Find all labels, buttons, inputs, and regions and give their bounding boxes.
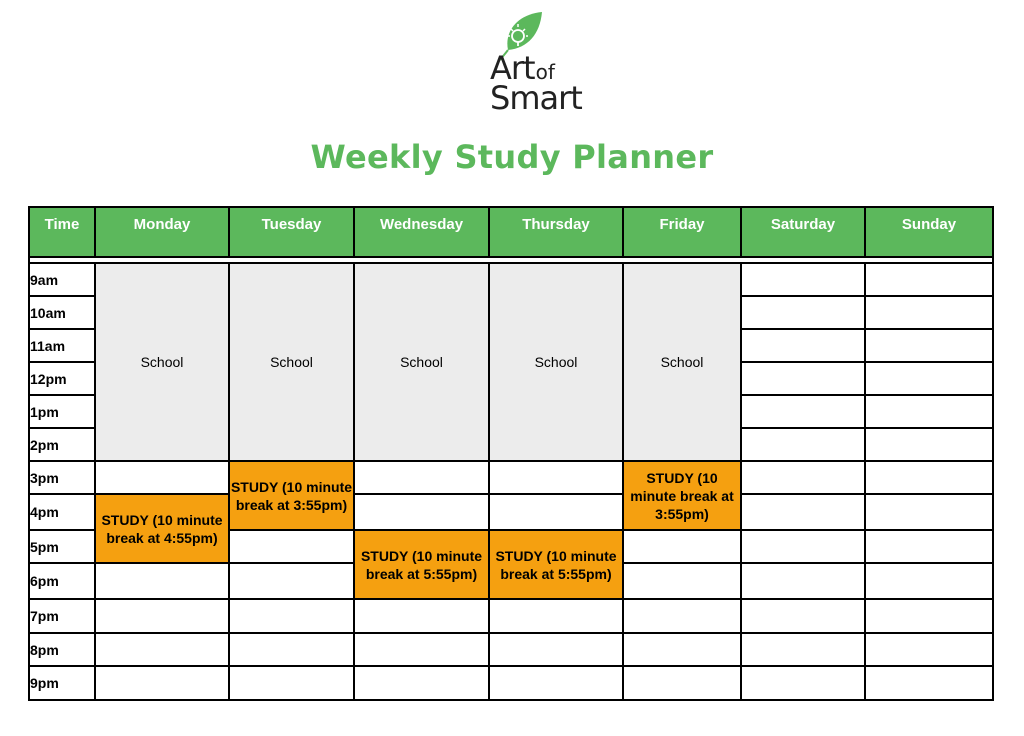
school-block-wednesday: School [354,263,489,461]
cell-saturday[interactable] [741,599,865,633]
time-label: 9am [29,263,95,296]
time-label: 6pm [29,563,95,599]
header-time: Time [29,207,95,257]
time-label: 11am [29,329,95,362]
school-block-thursday: School [489,263,623,461]
study-block-thursday: STUDY (10 minute break at 5:55pm) [489,530,623,599]
cell-monday[interactable] [95,666,229,700]
cell-saturday[interactable] [741,666,865,700]
cell-saturday[interactable] [741,494,865,530]
cell-sunday[interactable] [865,263,993,296]
brand-line1-small: of [535,60,555,84]
header-wednesday: Wednesday [354,207,489,257]
cell-saturday[interactable] [741,633,865,666]
cell-friday[interactable] [623,530,741,563]
cell-friday[interactable] [623,599,741,633]
cell-tuesday[interactable] [229,563,354,599]
cell-thursday[interactable] [489,494,623,530]
time-label: 3pm [29,461,95,494]
time-label: 9pm [29,666,95,700]
header-row [29,207,993,257]
study-block-monday: STUDY (10 minute break at 4:55pm) [95,494,229,563]
header-thursday: Thursday [489,207,623,257]
time-label: 7pm [29,599,95,633]
brand-logo [488,10,598,120]
cell-sunday[interactable] [865,563,993,599]
cell-friday[interactable] [623,633,741,666]
table-row [29,633,993,666]
table-row [29,599,993,633]
table-row [29,494,993,530]
cell-saturday[interactable] [741,329,865,362]
cell-monday[interactable] [95,461,229,494]
table-row [29,263,993,296]
cell-wednesday[interactable] [354,666,489,700]
cell-thursday[interactable] [489,633,623,666]
cell-sunday[interactable] [865,329,993,362]
cell-sunday[interactable] [865,633,993,666]
page-title: Weekly Study Planner [310,138,714,176]
cell-saturday[interactable] [741,530,865,563]
time-label: 10am [29,296,95,329]
school-block-friday: School [623,263,741,461]
cell-monday[interactable] [95,563,229,599]
table-row [29,461,993,494]
cell-thursday[interactable] [489,461,623,494]
study-planner-table [28,206,994,701]
time-label: 2pm [29,428,95,461]
cell-saturday[interactable] [741,563,865,599]
time-label: 4pm [29,494,95,530]
table-row [29,666,993,700]
time-label: 5pm [29,530,95,563]
time-label: 12pm [29,362,95,395]
cell-saturday[interactable] [741,461,865,494]
brand-line2: Smart [490,79,582,117]
cell-wednesday[interactable] [354,633,489,666]
study-block-tuesday: STUDY (10 minute break at 3:55pm) [229,461,354,530]
cell-sunday[interactable] [865,461,993,494]
cell-wednesday[interactable] [354,461,489,494]
study-block-wednesday: STUDY (10 minute break at 5:55pm) [354,530,489,599]
cell-tuesday[interactable] [229,599,354,633]
cell-saturday[interactable] [741,395,865,428]
cell-tuesday[interactable] [229,530,354,563]
study-block-friday: STUDY (10 minute break at 3:55pm) [623,461,741,530]
header-saturday: Saturday [741,207,865,257]
header-monday: Monday [95,207,229,257]
cell-wednesday[interactable] [354,599,489,633]
school-block-tuesday: School [229,263,354,461]
cell-thursday[interactable] [489,599,623,633]
cell-saturday[interactable] [741,263,865,296]
header-friday: Friday [623,207,741,257]
school-block-monday: School [95,263,229,461]
header-tuesday: Tuesday [229,207,354,257]
cell-sunday[interactable] [865,530,993,563]
header-sunday: Sunday [865,207,993,257]
time-label: 8pm [29,633,95,666]
cell-tuesday[interactable] [229,666,354,700]
cell-monday[interactable] [95,633,229,666]
cell-saturday[interactable] [741,296,865,329]
cell-monday[interactable] [95,599,229,633]
cell-wednesday[interactable] [354,494,489,530]
cell-sunday[interactable] [865,494,993,530]
cell-saturday[interactable] [741,362,865,395]
cell-friday[interactable] [623,666,741,700]
brand-wordmark [490,49,582,117]
cell-sunday[interactable] [865,362,993,395]
cell-sunday[interactable] [865,428,993,461]
cell-sunday[interactable] [865,395,993,428]
cell-thursday[interactable] [489,666,623,700]
cell-sunday[interactable] [865,599,993,633]
cell-sunday[interactable] [865,296,993,329]
cell-saturday[interactable] [741,428,865,461]
cell-tuesday[interactable] [229,633,354,666]
time-label: 1pm [29,395,95,428]
cell-friday[interactable] [623,563,741,599]
cell-sunday[interactable] [865,666,993,700]
brand-line1: Art [490,49,535,87]
